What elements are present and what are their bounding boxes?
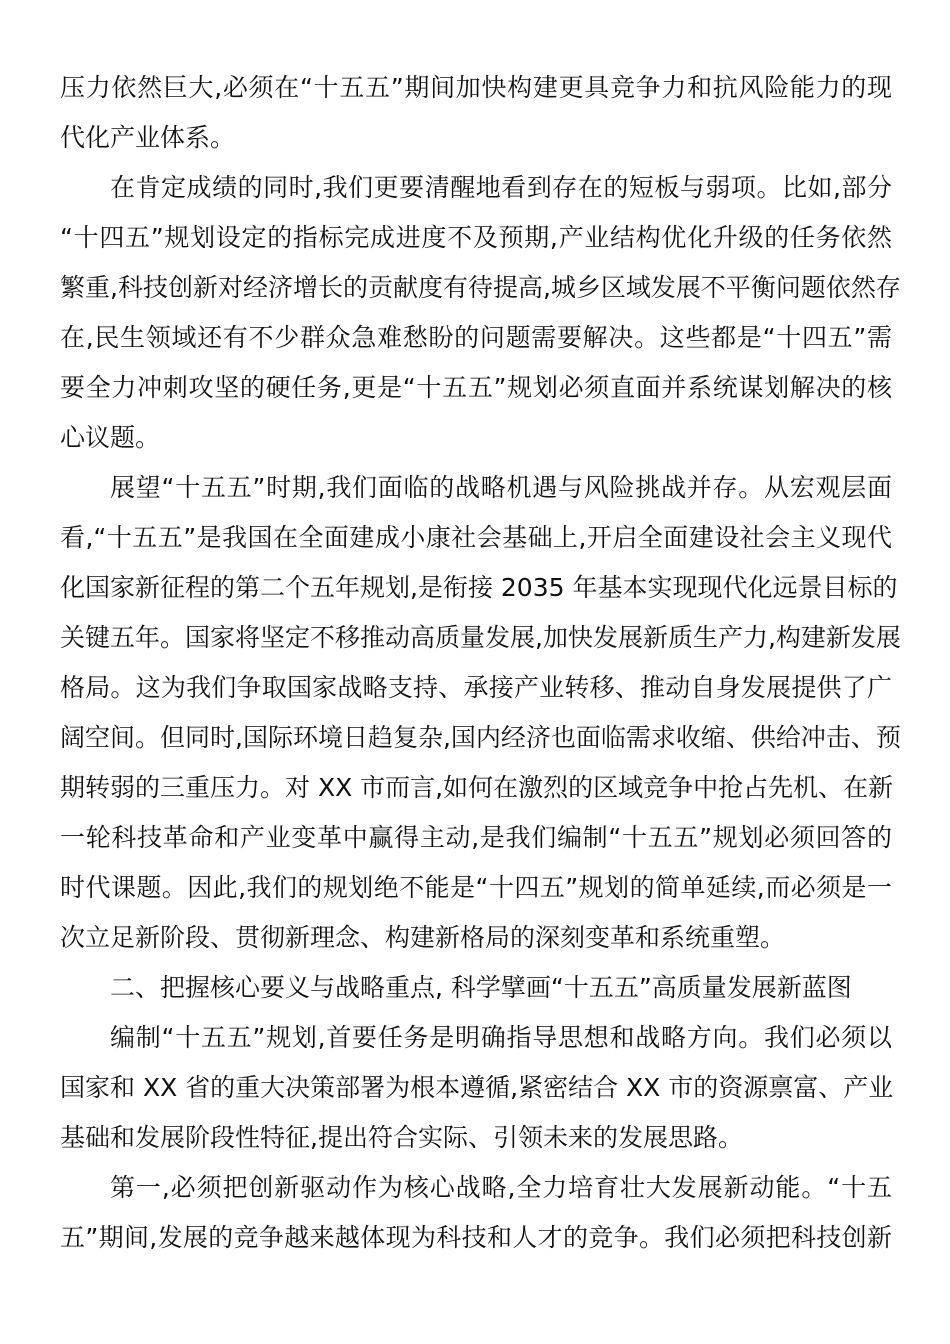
text-line: 看,“十五五”是我国在全面建成小康社会基础上,开启全面建设社会主义现代 [60,523,892,552]
text-line: 心议题。 [60,423,161,452]
text-line: 五”期间,发展的竞争越来越体现为科技和人才的竞争。我们必须把科技创新 [60,1223,892,1252]
text-line: 基础和发展阶段性特征,提出符合实际、引领未来的发展思路。 [60,1123,743,1152]
paragraph-start-line: 编制“十五五”规划,首要任务是明确指导思想和战略方向。我们必须以 [110,1023,892,1052]
text-line: 一轮科技革命和产业变革中赢得主动,是我们编制“十五五”规划必须回答的 [60,823,892,852]
section-heading: 二、把握核心要义与战略重点, 科学擘画“十五五”高质量发展新蓝图 [110,973,852,1002]
paragraph-start-line: 在肯定成绩的同时,我们更要清醒地看到存在的短板与弱项。比如,部分 [110,173,892,202]
text-line: 国家和 XX 省的重大决策部署为根本遵循,紧密结合 XX 市的资源禀富、产业 [60,1073,894,1102]
text-line: 要全力冲刺攻坚的硬任务,更是“十五五”规划必须直面并系统谋划解决的核 [60,373,892,402]
text-line: 阔空间。但同时,国际环境日趋复杂,国内经济也面临需求收缩、供给冲击、预 [60,723,901,752]
text-line: 时代课题。因此,我们的规划绝不能是“十四五”规划的简单延续,而必须是一 [60,873,892,902]
text-line: 在,民生领域还有不少群众急难愁盼的问题需要解决。这些都是“十四五”需 [60,323,892,352]
text-line: 化国家新征程的第二个五年规划,是衔接 2035 年基本实现现代化远景目标的 [60,573,898,602]
paragraph-start-line: 第一,必须把创新驱动作为核心战略,全力培育壮大发展新动能。“十五 [110,1173,892,1202]
text-line: 次立足新阶段、贯彻新理念、构建新格局的深刻变革和系统重塑。 [60,923,786,952]
text-line: 关键五年。国家将坚定不移推动高质量发展,加快发展新质生产力,构建新发展 [60,623,901,652]
text-line: 期转弱的三重压力。对 XX 市而言,如何在激烈的区域竞争中抢占先机、在新 [60,773,894,802]
paragraph-start-line: 展望“十五五”时期,我们面临的战略机遇与风险挑战并存。从宏观层面 [110,473,892,502]
text-line: 压力依然巨大,必须在“十五五”期间加快构建更具竞争力和抗风险能力的现 [60,73,892,102]
text-line: 繁重,科技创新对经济增长的贡献度有待提高,城乡区域发展不平衡问题依然存 [60,273,901,302]
text-line: 格局。这为我们争取国家战略支持、承接产业转移、推动自身发展提供了广 [60,673,892,702]
text-line: “十四五”规划设定的指标完成进度不及预期,产业结构优化升级的任务依然 [60,223,892,252]
text-line: 代化产业体系。 [60,123,236,152]
